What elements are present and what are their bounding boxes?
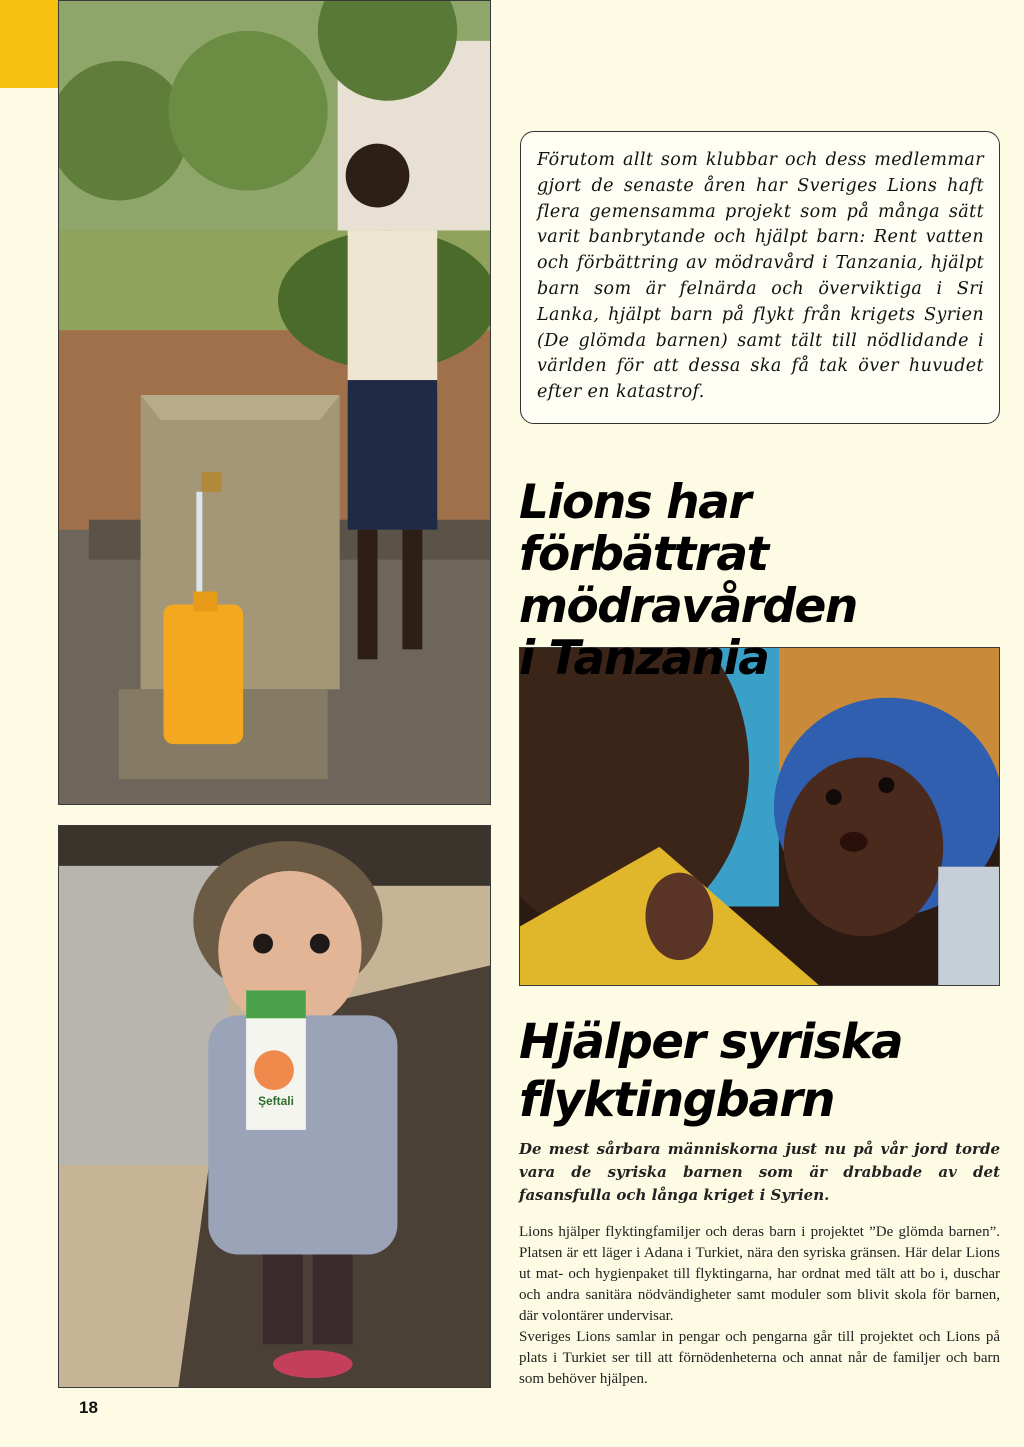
lead-paragraph: De mest sårbara människorna just nu på vår jord torde vara de syriska barnen som är drabbade av det fasansfulla och långa kriget i Syrien. <box>519 1140 1000 1204</box>
heading-line: mödravården <box>519 579 857 634</box>
heading-line: i Tanzania <box>519 631 769 686</box>
body-paragraph: Lions hjälper flyktingfamiljer och deras barn i projektet ”De glömda barnen”. Platsen är ett läger i Adana i Turkiet, nära den syriska gränsen. Här delar Lions ut mat- och hygienpaket till flyktingarna, har ordnat med tält att bo i, duschar och andra sanitära nödvändigheter samt moduler som blivit skola för barnen, där volontärer undervisar. <box>519 1224 1000 1324</box>
heading-tanzania <box>519 477 1009 685</box>
water-tap-illustration <box>59 1 490 804</box>
baby-illustration <box>520 648 999 985</box>
heading-line: Lions har förbättrat <box>519 475 768 582</box>
intro-callout <box>520 131 1000 424</box>
photo-water-tap <box>58 0 491 805</box>
girl-illustration <box>59 826 490 1387</box>
carton-label: Şeftali <box>258 1093 294 1109</box>
photo-girl-drinking <box>58 825 491 1388</box>
page-number: 18 <box>79 1398 98 1417</box>
heading-syria <box>519 1013 1009 1129</box>
callout-text: Förutom allt som klubbar och dess medlemmar gjort de senaste åren har Sveriges Lions haft flera gemensamma projekt som på många sätt varit banbrytande och hjälpt barn: Rent vatten och förbättring av mödravård i Tanzania, hjälpt barn som är felnärda och överviktiga i Sri Lanka, hjälpt barn på flykt från krigets Syrien (De glömda barnen) samt tält till nödlidande i världen för att dessa ska få tak över huvudet efter en katastrof. <box>537 150 984 403</box>
photo-baby <box>519 647 1000 986</box>
body-text <box>519 1222 1000 1390</box>
heading-line: Hjälper syriska <box>519 1014 903 1070</box>
heading-line: flyktingbarn <box>519 1072 835 1128</box>
body-paragraph: Sveriges Lions samlar in pengar och pengarna går till projektet och Lions på plats i Turkiet ser till att förnödenheterna och annat når de familjer och barn som behöver hjälpen. <box>519 1329 1000 1387</box>
